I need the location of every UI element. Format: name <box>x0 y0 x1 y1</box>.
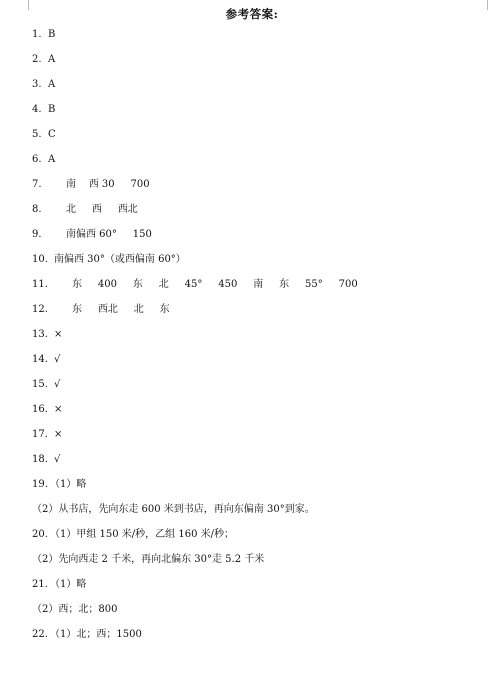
answer-text: × <box>54 429 63 440</box>
answer-text: 南偏西 30°（或西偏南 60°） <box>54 254 186 265</box>
answer-list <box>0 28 504 653</box>
answer-20-part-2 <box>0 553 504 578</box>
answer-number: 1. <box>32 29 45 40</box>
answer-text: A <box>48 79 56 90</box>
answer-5 <box>0 128 504 153</box>
answer-3 <box>0 78 504 103</box>
answer-7 <box>0 178 504 203</box>
answer-6 <box>0 153 504 178</box>
answer-11 <box>0 278 504 303</box>
answer-22 <box>0 628 504 653</box>
answer-text: （1）略 <box>50 579 87 590</box>
answer-number: 21. <box>32 579 48 590</box>
answer-key-title: 参考答案: <box>225 7 279 21</box>
answer-text: × <box>54 329 63 340</box>
answer-number: 13. <box>32 329 52 340</box>
answer-text: （1）北；西；1500 <box>50 629 142 640</box>
answer-text: A <box>48 54 56 65</box>
answer-text: 东 西北 北 东 <box>72 304 170 315</box>
answer-number: 20. <box>32 529 48 540</box>
answer-text: 南偏西 60° 150 <box>66 229 152 240</box>
answer-15 <box>0 378 504 403</box>
answer-4 <box>0 103 504 128</box>
answer-number: 19. <box>32 479 48 490</box>
answer-text: √ <box>54 454 61 465</box>
answer-20-part-1 <box>0 528 504 553</box>
answer-10 <box>0 253 504 278</box>
answer-text: C <box>48 129 56 140</box>
answer-14 <box>0 353 504 378</box>
answer-text: （2）先向西走 2 千米，再向北偏东 30°走 5.2 千米 <box>32 554 265 565</box>
answer-number: 18. <box>32 454 52 465</box>
answer-number: 10. <box>32 254 48 265</box>
answer-number: 15. <box>32 379 52 390</box>
answer-1 <box>0 28 504 53</box>
answer-number: 9. <box>32 229 42 240</box>
answer-text: B <box>48 29 56 40</box>
answer-text: × <box>54 404 63 415</box>
answer-number: 8. <box>32 204 42 215</box>
answer-text: （2）从书店，先向东走 600 米到书店，再向东偏南 30°到家。 <box>32 504 315 515</box>
answer-number: 12. <box>32 304 48 315</box>
answer-number: 6. <box>32 154 45 165</box>
answer-21-part-1 <box>0 578 504 603</box>
answer-16 <box>0 403 504 428</box>
answer-9 <box>0 228 504 253</box>
answer-text: B <box>48 104 56 115</box>
answer-number: 5. <box>32 129 45 140</box>
answer-text: 东 400 东 北 45° 450 南 东 55° 700 <box>72 279 358 290</box>
answer-number: 7. <box>32 179 42 190</box>
answer-19-part-1 <box>0 478 504 503</box>
answer-number: 22. <box>32 629 48 640</box>
answer-text: 北 西 西北 <box>66 204 138 215</box>
answer-17 <box>0 428 504 453</box>
answer-text: （1）略 <box>50 479 87 490</box>
answer-text: √ <box>54 379 61 390</box>
answer-text: √ <box>54 354 61 365</box>
answer-12 <box>0 303 504 328</box>
answer-19-part-2 <box>0 503 504 528</box>
answer-number: 3. <box>32 79 45 90</box>
answer-8 <box>0 203 504 228</box>
answer-18 <box>0 453 504 478</box>
answer-21-part-2 <box>0 603 504 628</box>
answer-text: （1）甲组 150 米/秒，乙组 160 米/秒； <box>50 529 234 540</box>
answer-number: 16. <box>32 404 52 415</box>
answer-13 <box>0 328 504 353</box>
answer-text: 南 西 30 700 <box>66 179 150 190</box>
answer-2 <box>0 53 504 78</box>
answer-number: 2. <box>32 54 45 65</box>
answer-number: 4. <box>32 104 45 115</box>
answer-text: A <box>48 154 56 165</box>
answer-number: 11. <box>32 279 48 290</box>
answer-text: （2）西；北；800 <box>32 604 118 615</box>
answer-number: 17. <box>32 429 52 440</box>
answer-number: 14. <box>32 354 52 365</box>
